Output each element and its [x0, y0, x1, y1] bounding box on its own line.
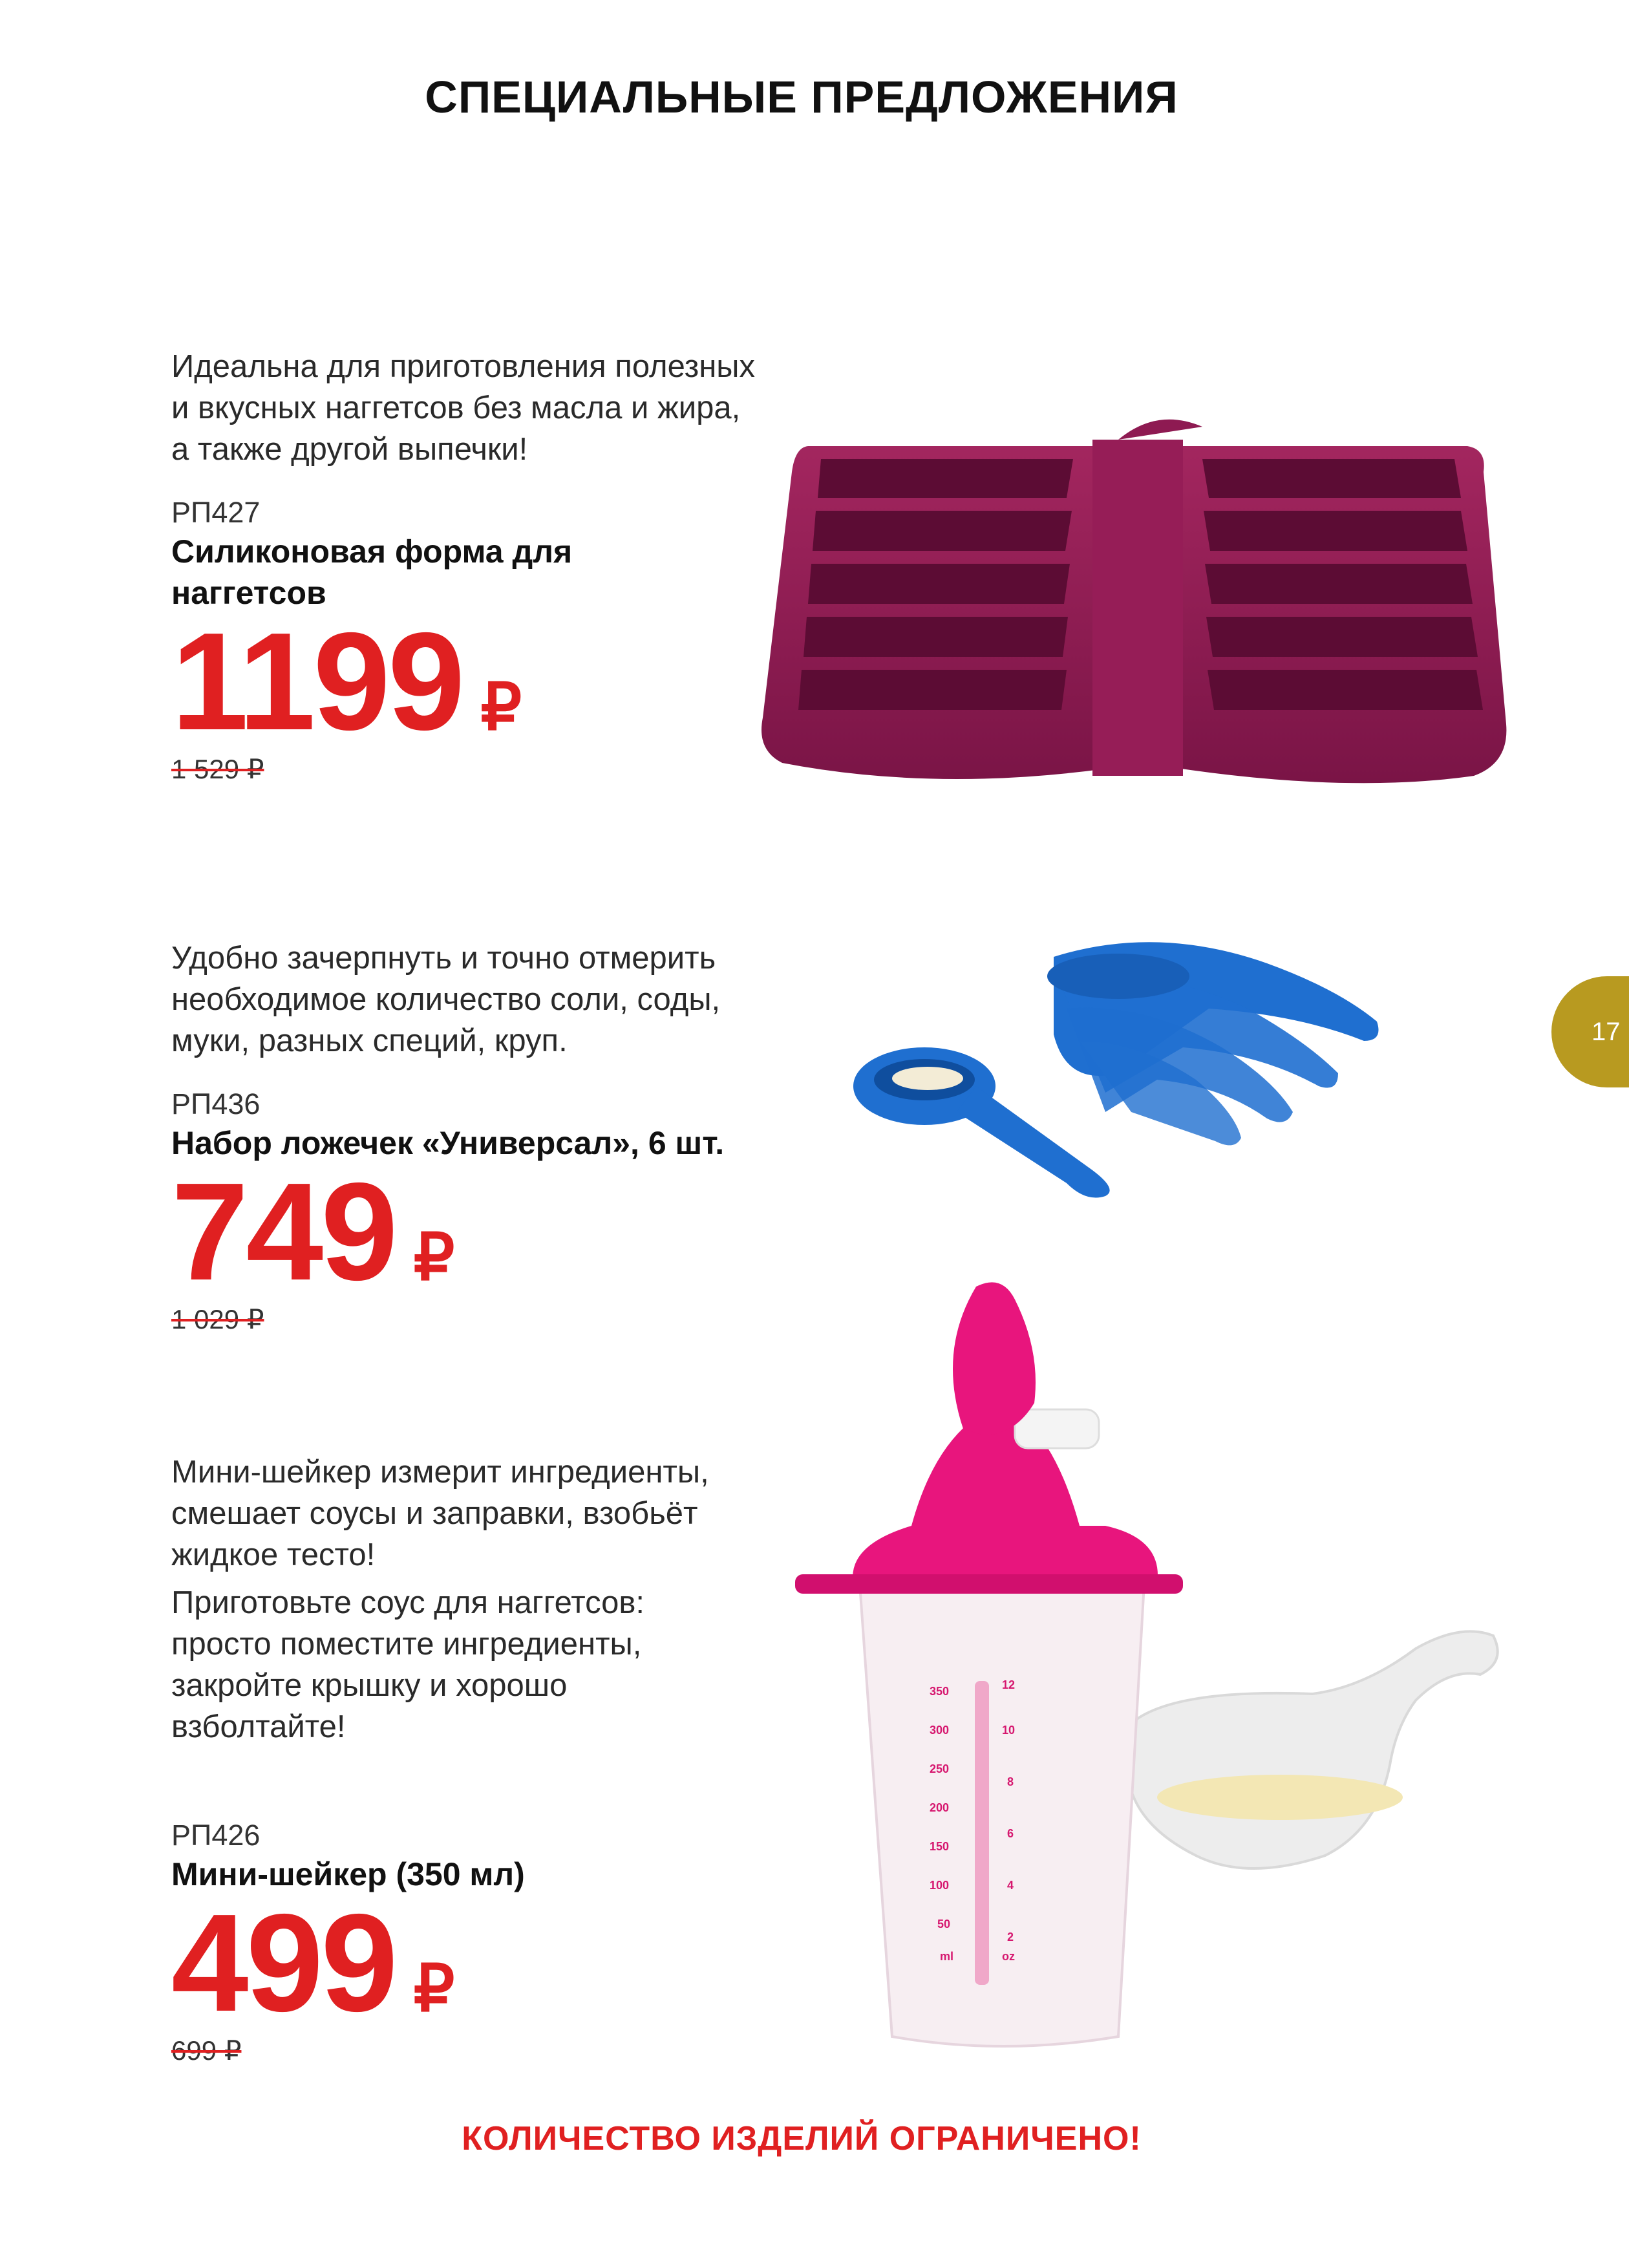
product-description-extra: Приготовьте соус для наггетсов: просто поместите ингредиенты, закройте крышку и хорошо взболтайте!	[171, 1585, 645, 1744]
product-price: 499 ₽	[171, 1885, 455, 2040]
svg-text:2: 2	[1007, 1931, 1014, 1943]
svg-text:100: 100	[930, 1879, 950, 1892]
old-price: 699 ₽	[171, 2035, 242, 2066]
product-code: РП436	[171, 1087, 261, 1120]
product-description: Удобно зачерпнуть и точно отмерить необходимое количество соли, соды, муки, разных специй, круп.	[171, 941, 721, 1058]
product-code: РП427	[171, 496, 261, 529]
product-name: Набор ложечек «Универсал», 6 шт.	[171, 1125, 725, 1161]
measuring-spoons-image	[847, 918, 1403, 1209]
svg-text:8: 8	[1007, 1775, 1014, 1788]
svg-text:10: 10	[1002, 1724, 1016, 1737]
svg-text:150: 150	[930, 1840, 950, 1853]
svg-text:oz: oz	[1002, 1950, 1015, 1963]
page-number-tab: 17	[1551, 976, 1629, 1087]
product-price: 1199 ₽	[171, 603, 522, 759]
old-price: 1 529 ₽	[171, 754, 264, 784]
page-title: СПЕЦИАЛЬНЫЕ ПРЕДЛОЖЕНИЯ	[425, 72, 1178, 122]
svg-text:250: 250	[930, 1762, 950, 1775]
product-code: РП426	[171, 1819, 261, 1852]
old-price: 1 029 ₽	[171, 1304, 264, 1334]
svg-text:ml: ml	[940, 1950, 954, 1963]
mini-shaker-image	[782, 1274, 1513, 2069]
product-name: Мини-шейкер (350 мл)	[171, 1856, 525, 1892]
product-measuring-spoons	[171, 937, 818, 1335]
svg-text:200: 200	[930, 1801, 950, 1814]
svg-text:300: 300	[930, 1724, 950, 1737]
product-name: Силиконовая форма для наггетсов	[171, 533, 573, 611]
svg-text:350: 350	[930, 1685, 950, 1698]
svg-text:6: 6	[1007, 1827, 1014, 1840]
product-description: Мини-шейкер измерит ингредиенты, смешает соусы и заправки, взобьёт жидкое тесто!	[171, 1455, 709, 1572]
product-mini-shaker	[171, 1451, 818, 2066]
silicone-mold-image	[756, 401, 1519, 802]
product-price: 749 ₽	[171, 1153, 455, 1309]
svg-text:50: 50	[937, 1918, 951, 1931]
svg-text:12: 12	[1002, 1678, 1016, 1691]
product-nugget-mold	[171, 346, 818, 785]
svg-text:4: 4	[1007, 1879, 1014, 1892]
product-description: Идеальна для приготовления полезных и вкусных наггетсов без масла и жира, а также другой выпечки!	[171, 349, 756, 467]
limited-quantity-note: КОЛИЧЕСТВО ИЗДЕЛИЙ ОГРАНИЧЕНО!	[462, 2120, 1142, 2157]
